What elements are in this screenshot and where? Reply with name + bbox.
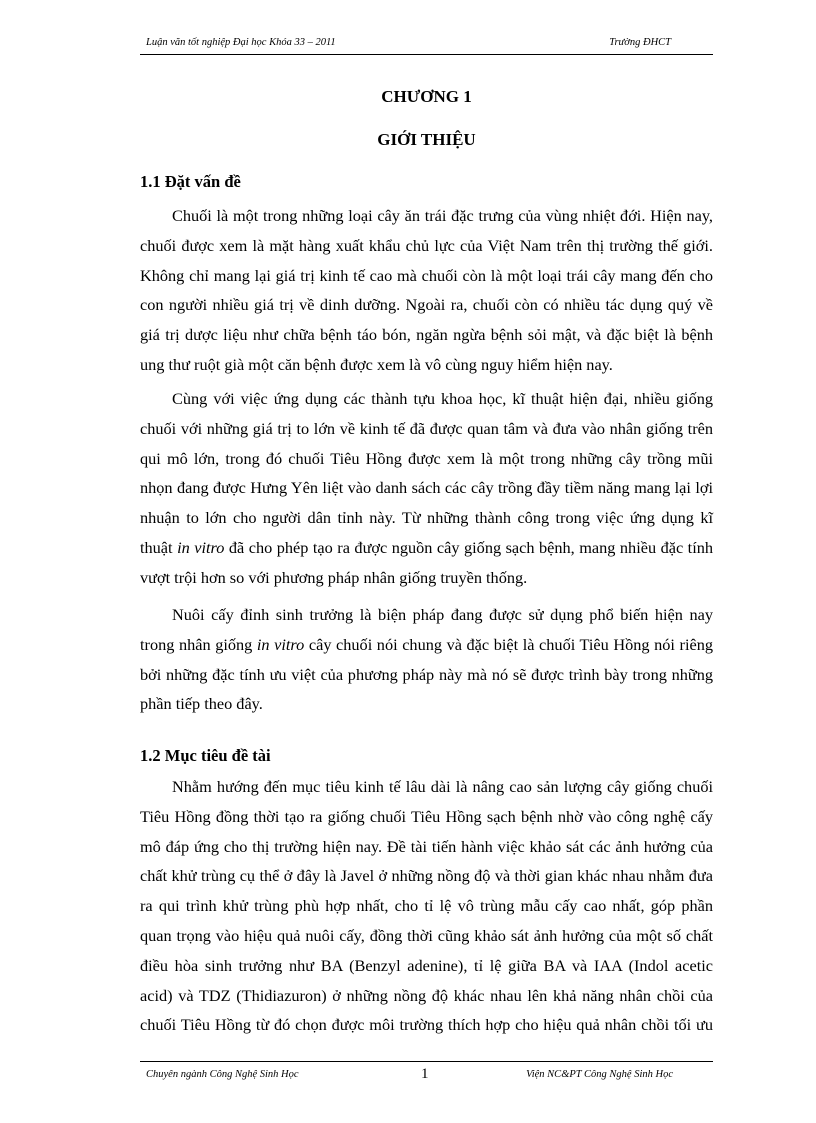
header-rule	[140, 54, 713, 55]
italic-term: in vitro	[177, 537, 225, 557]
paragraph-line: nhọn đang được Hưng Yên liệt vào danh sách các cây trồng đầy tiềm năng mang lại lợi	[140, 478, 713, 498]
paragraph-line: giá trị dược liệu như chữa bệnh táo bón, ngăn ngừa bệnh sỏi mật, và đặc biệt là bệnh	[140, 325, 713, 345]
paragraph-line: Cùng với việc ứng dụng các thành tựu khoa học, kĩ thuật hiện đại, nhiều giống	[172, 389, 713, 408]
paragraph-line: chuối được xem là mặt hàng xuất khẩu chủ lực của Việt Nam trên thị trường thế giới.	[140, 235, 713, 255]
paragraph-line	[140, 630, 713, 660]
paragraph-line: con người nhiều giá trị về dinh dưỡng. Ngoài ra, chuối còn có nhiều tác dụng quý về	[140, 295, 713, 315]
text-run: cây chuối nói chung và đặc biệt là chuối Tiêu Hồng nói riêng	[304, 634, 713, 654]
paragraph-line: Không chỉ mang lại giá trị kinh tế cao mà chuối còn là một loại trái cây mang đến cho	[140, 265, 713, 285]
footer-left-text: Chuyên ngành Công Nghệ Sinh Học	[146, 1069, 299, 1080]
chapter-number: CHƯƠNG 1	[381, 87, 472, 106]
text-run: trong nhân giống	[140, 634, 257, 654]
paragraph-line: điều hòa sinh trưởng như BA (Benzyl adenine), tỉ lệ giữa BA và IAA (Indol acetic	[140, 955, 713, 975]
paragraph-1	[140, 201, 713, 380]
paragraph-line: mô đáp ứng cho thị trường hiện nay. Đề tài tiến hành việc khảo sát các ảnh hưởng của	[140, 836, 713, 856]
page-number: 1	[421, 1066, 429, 1082]
paragraph-line: chuối Tiêu Hồng từ đó chọn được môi trường thích hợp cho hiệu quả nhân chồi tối ưu	[140, 1015, 713, 1035]
paragraph-line: Tiêu Hồng đồng thời tạo ra giống chuối Tiêu Hồng sạch bệnh nhờ vào công nghệ cấy	[140, 806, 713, 826]
page-footer	[140, 1066, 713, 1085]
header-right-text: Trường ĐHCT	[609, 37, 671, 48]
paragraph-line: nhuận to lớn cho người dân tỉnh này. Từ những thành công trong việc ứng dụng kĩ	[140, 508, 713, 528]
paragraph-line: vượt trội hơn so với phương pháp nhân giống truyền thống.	[140, 567, 528, 587]
paragraph-2	[140, 384, 713, 593]
paragraph-line: chuối với những giá trị to lớn về kinh tế đã được quan tâm và đưa vào nhân giống trên	[140, 418, 713, 438]
paragraph-line: ung thư ruột già một căn bệnh được xem là vô cùng nguy hiểm hiện nay.	[140, 354, 613, 374]
paragraph-line: chất khử trùng cụ thể ở đây là Javel ở những nồng độ và thời gian khác nhau nhằm đưa	[140, 866, 713, 886]
paragraph-4	[140, 772, 713, 1040]
paragraph-line: bởi những đặc tính ưu việt của phương pháp này mà nó sẽ được trình bày trong những	[140, 664, 713, 684]
text-run: thuật	[140, 537, 178, 557]
header-left-text: Luận văn tốt nghiệp Đại học Khóa 33 – 2011	[146, 37, 336, 48]
paragraph-line: Chuối là một trong những loại cây ăn trái đặc trưng của vùng nhiệt đới. Hiện nay,	[172, 206, 713, 225]
paragraph-line: Nuôi cấy đỉnh sinh trưởng là biện pháp đang được sử dụng phổ biến hiện nay	[172, 605, 713, 624]
paragraph-line: qui mô lớn, trong đó chuối Tiêu Hồng được xem là một trong những cây trồng mũi	[140, 448, 713, 468]
text-run: đã cho phép tạo ra được nguồn cây giống sạch bệnh, mang nhiều đặc tính	[224, 537, 713, 557]
paragraph-line: phần tiếp theo đây.	[140, 694, 263, 714]
section-heading-1-2: 1.2 Mục tiêu đề tài	[140, 746, 271, 765]
footer-rule	[140, 1061, 713, 1062]
page-header	[140, 37, 713, 53]
footer-right-text: Viện NC&PT Công Nghệ Sinh Học	[526, 1069, 673, 1080]
paragraph-line: Nhằm hướng đến mục tiêu kinh tế lâu dài là nâng cao sản lượng cây giống chuối	[172, 777, 713, 796]
paragraph-3	[140, 600, 713, 719]
paragraph-line	[140, 533, 713, 563]
paragraph-line: ra qui trình khử trùng phù hợp nhất, cho tỉ lệ vô trùng mẫu cấy cao nhất, góp phần	[140, 896, 713, 916]
chapter-title: GIỚI THIỆU	[377, 130, 476, 149]
italic-term: in vitro	[256, 634, 305, 654]
paragraph-line: quan trọng vào hiệu quả nuôi cấy, đồng thời cũng khảo sát ảnh hưởng của một số chất	[140, 925, 713, 945]
section-heading-1-1: 1.1 Đặt vấn đề	[140, 172, 241, 191]
paragraph-line: acid) và TDZ (Thidiazuron) ở những nồng độ khác nhau lên khả năng nhân chồi của	[140, 985, 713, 1005]
